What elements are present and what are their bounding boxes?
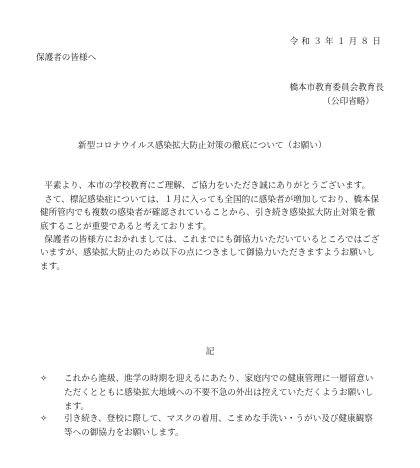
body-paragraph-situation: さて、標記感染症については、１月に入っても全国的に感染者が増加しており、橋本保健所管内でも複数の感染者が確認されていることから、引き続き感染拡大防止対策を徹底することが重要であると考えております。 [40, 195, 380, 232]
ki-heading: 記 [205, 347, 215, 357]
addressee: 保護者の皆様へ [36, 53, 97, 63]
diamond-bullet-icon: ✧ [40, 374, 48, 384]
letter-subject: 新型コロナウイルス感染拡大防止対策の徹底について（お願い） [78, 141, 327, 151]
sender-organization: 橋本市教育委員会教育長 [289, 83, 384, 93]
letter-date: 令和３年１月８日 [289, 37, 384, 47]
body-paragraph-request: 保護者の皆様方におかれましては、これまでにも御協力いただいているところではございますが、感染拡大防止のため以下の点につきまして御協力いただきますようお願いします。 [40, 235, 380, 272]
diamond-bullet-icon: ✧ [40, 414, 48, 424]
list-item-text: これから進級、進学の時期を迎えるにあたり、家庭内での健康管理に一層留意いただくとともに感染拡大地域への不要不急の外出は控えていただくようお願いします。 [64, 374, 374, 412]
list-item-text: 引き続き、登校に際して、マスクの着用、こまめな手洗い・うがい及び健康観察等への御協力をお願いします。 [64, 414, 373, 438]
seal-omitted-note: （公印省略） [322, 97, 374, 107]
body-paragraph-greeting: 平素より、本市の学校教育にご理解、ご協力をいただき誠にありがとうございます。 [44, 181, 371, 191]
